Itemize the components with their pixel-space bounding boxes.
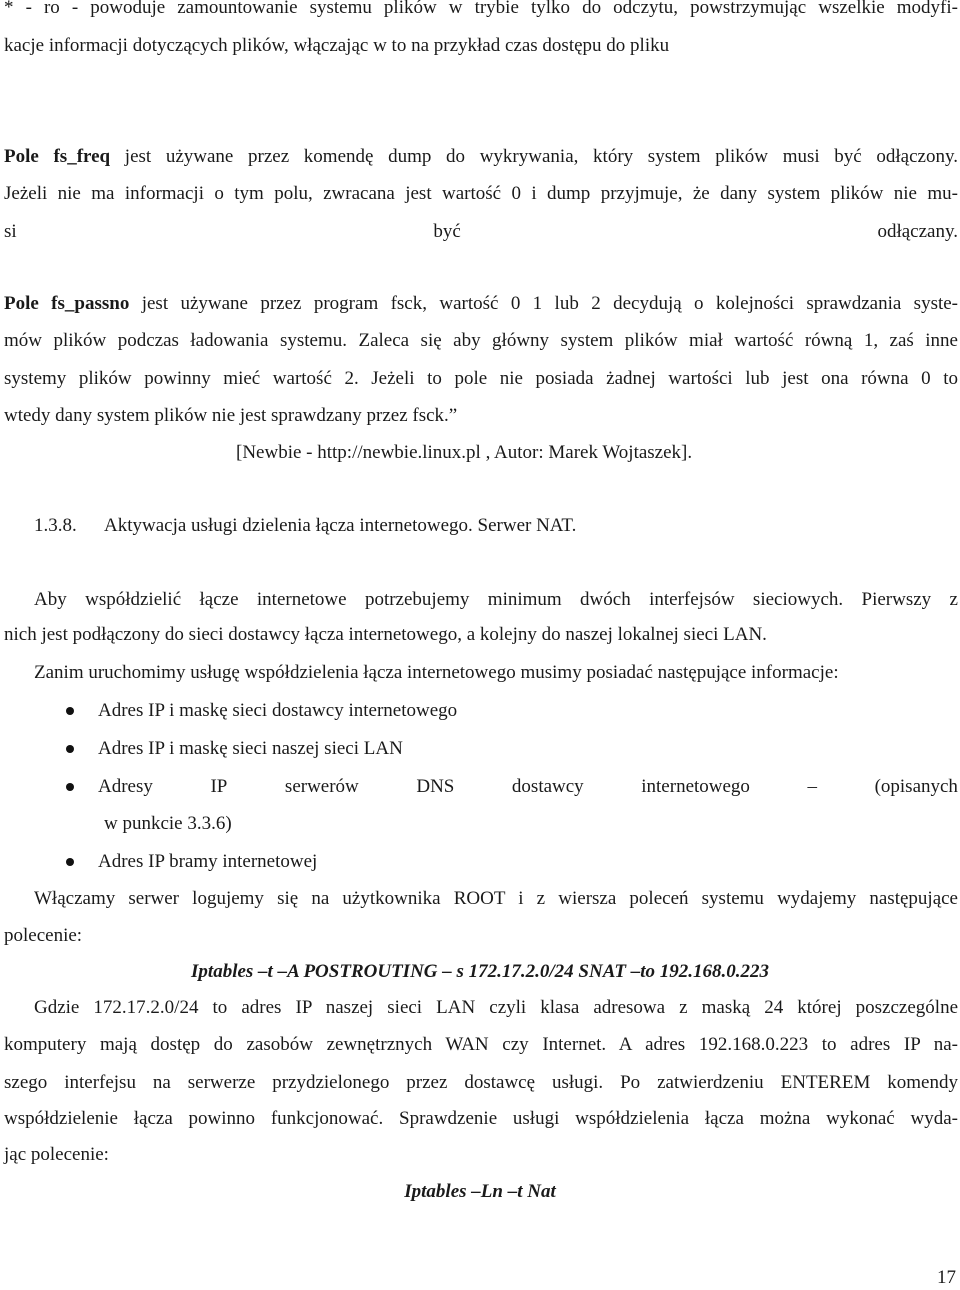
paragraph-text: jest używane przez program fsck, wartość 0 1 lub 2 decydują o kolejności sprawdzania syste- [129,293,959,314]
bullet-icon [66,707,74,715]
paragraph-line: polecenie: [4,925,83,946]
word: serwerów [284,776,359,797]
paragraph-line: Jeżeli nie ma informacji o tym polu, zwracana jest wartość 0 i dump przyjmuje, że dany system plików nie mu- [4,183,958,204]
paragraph-line: komputery mają dostęp do zasobów zewnętrznych WAN czy Internet. A adres 192.168.0.223 to adres IP na- [4,1034,958,1055]
word: si [4,221,17,242]
paragraph-line [4,220,958,244]
paragraph-line: szego interfejsu na serwerze przydzielonego przez dostawcę usługi. Po zatwierdzeniu ENTEREM komendy [4,1072,958,1093]
bullet-icon [66,858,74,866]
paragraph-line: współdzielenie łącza powinno funkcjonować. Sprawdzenie usługi współdzielenia łącza można wykonać wyda- [4,1108,958,1129]
word: odłączany. [877,221,958,242]
bullet-icon [66,783,74,791]
paragraph-line: nich jest podłączony do sieci dostawcy łącza internetowego, a kolejny do naszej lokalnej sieci LAN. [4,624,767,645]
paragraph-line: Włączamy serwer logujemy się na użytkownika ROOT i z wiersza poleceń systemu wydajemy następujące [34,888,958,909]
paragraph-line [4,292,958,316]
paragraph-line: jąc polecenie: [4,1144,109,1165]
word: być [433,221,461,242]
citation: [Newbie - http://newbie.linux.pl , Autor: Marek Wojtaszek]. [236,442,693,463]
list-item: Adres IP bramy internetowej [98,851,318,872]
word: (opisanych [874,776,958,797]
paragraph-line: Zanim uruchomimy usługę współdzielenia łącza internetowego musimy posiadać następujące informacje: [34,662,839,683]
bullet-icon [66,745,74,753]
list-item: Adres IP i maskę sieci dostawcy internetowego [98,700,458,721]
list-item-continuation: w punkcie 3.3.6) [104,813,232,834]
word: internetowego [641,776,750,797]
word: Adresy [98,776,153,797]
page-number: 17 [937,1267,956,1288]
paragraph-line: systemy plików powinny mieć wartość 2. Jeżeli to pole nie posiada żadnej wartości lub jest ona równa 0 to [4,368,958,389]
paragraph-line: * - ro - powoduje zamountowanie systemu plików w trybie tylko do odczytu, powstrzymując wszelkie modyfi- [4,0,958,18]
command-line: Iptables –t –A POSTROUTING – s 172.17.2.0/24 SNAT –to 192.168.0.223 [191,961,769,982]
paragraph-line: Aby współdzielić łącze internetowe potrzebujemy minimum dwóch interfejsów sieciowych. Pierwszy z [34,589,958,610]
word: dostawcy [511,776,584,797]
paragraph-line: Gdzie 172.17.2.0/24 to adres IP naszej sieci LAN czyli klasa adresowa z maską 24 której poszczególne [34,997,958,1018]
paragraph-line: wtedy dany system plików nie jest sprawdzany przez fsck.” [4,405,458,426]
section-number: 1.3.8. [34,515,77,536]
command-line: Iptables –Ln –t Nat [404,1181,556,1202]
word: – [807,776,817,797]
field-name-bold: Pole fs_passno [4,293,130,314]
list-item [98,775,958,799]
paragraph-text: jest używane przez komendę dump do wykrywania, który system plików musi być odłączony. [110,146,958,167]
paragraph-line: mów plików podczas ładowania systemu. Zaleca się aby główny system plików miał wartość równą 1, zaś inne [4,330,958,351]
word: DNS [416,776,455,797]
section-title: Aktywacja usługi dzielenia łącza internetowego. Serwer NAT. [104,515,577,536]
paragraph-line [4,145,958,169]
list-item: Adres IP i maskę sieci naszej sieci LAN [98,738,403,759]
paragraph-line: kacje informacji dotyczących plików, włączając w to na przykład czas dostępu do pliku [4,35,670,56]
word: IP [210,776,228,797]
field-name-bold: Pole fs_freq [4,146,111,167]
